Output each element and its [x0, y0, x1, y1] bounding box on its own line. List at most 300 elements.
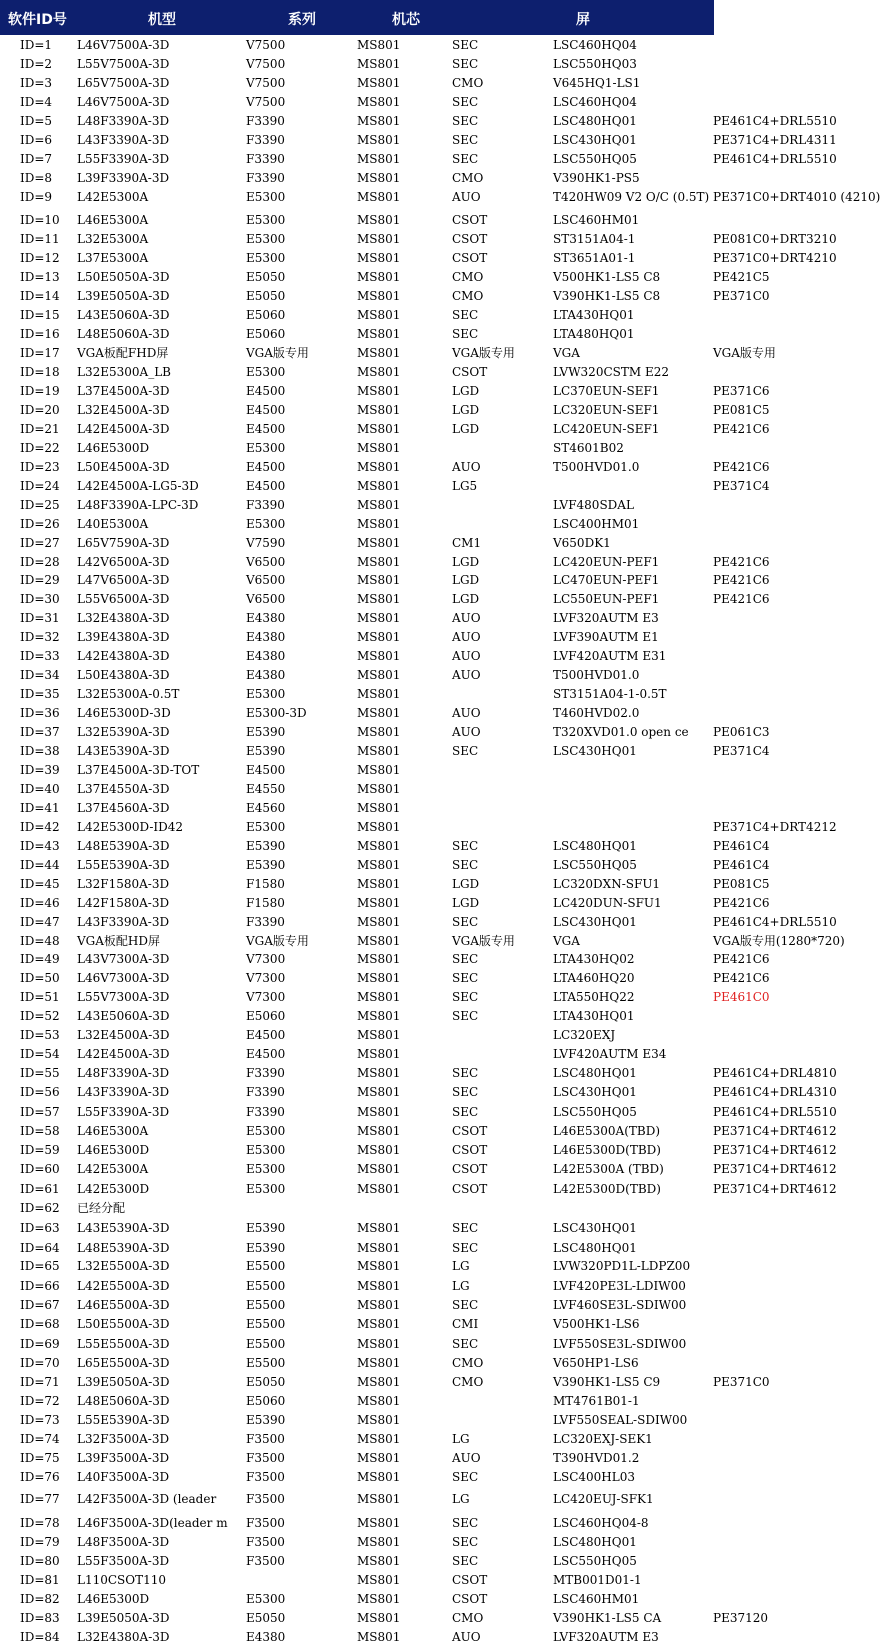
cell-model: L42E5500A-3D: [77, 1279, 170, 1294]
table-row: [0, 875, 892, 893]
cell-chip: MS801: [357, 1375, 401, 1390]
table-row: [0, 74, 892, 92]
header-id: 软件ID号: [8, 12, 67, 28]
cell-vendor: CSOT: [452, 1592, 488, 1607]
cell-panel: LSC430HQ01: [553, 1085, 637, 1100]
cell-id: ID=54: [20, 1047, 60, 1062]
table-row: [0, 344, 892, 362]
cell-series: E5500: [246, 1259, 286, 1274]
cell-model: L48E5390A-3D: [77, 838, 170, 853]
cell-panel: V650DK1: [553, 535, 611, 550]
cell-chip: MS801: [357, 592, 401, 607]
cell-series: V6500: [246, 554, 286, 569]
cell-model: L55E5390A-3D: [77, 1413, 170, 1428]
cell-panel: LTA430HQ01: [553, 308, 635, 323]
cell-id: ID=5: [20, 113, 53, 128]
cell-model: L55V6500A-3D: [77, 592, 170, 607]
cell-panel: L46E5300D(TBD): [553, 1142, 661, 1157]
table-row: [0, 894, 892, 912]
cell-id: ID=80: [20, 1554, 60, 1569]
cell-id: ID=84: [20, 1630, 60, 1644]
cell-vendor: CSOT: [452, 1573, 488, 1588]
cell-model: L39F3390A-3D: [77, 170, 170, 185]
table-row: [0, 1628, 892, 1646]
table-row: [0, 1315, 892, 1333]
cell-model: L65E5500A-3D: [77, 1356, 170, 1371]
cell-series: E5300: [246, 213, 286, 228]
cell-panel: LSC430HQ01: [553, 1220, 637, 1235]
cell-model: L43F3390A-3D: [77, 1085, 170, 1100]
cell-chip: MS801: [357, 1181, 401, 1196]
cell-board: PE371C4: [713, 478, 770, 493]
cell-board: PE081C0+DRT3210: [713, 232, 837, 247]
cell-model: L32E5390A-3D: [77, 725, 170, 740]
cell-chip: MS801: [357, 1009, 401, 1024]
cell-vendor: SEC: [452, 857, 479, 872]
cell-panel: LSC430HQ01: [553, 744, 637, 758]
cell-chip: MS801: [357, 630, 401, 645]
table-row: [0, 1571, 892, 1589]
cell-series: V7300: [246, 990, 286, 1005]
cell-chip: MS801: [357, 838, 401, 853]
table-row: [0, 1514, 892, 1532]
cell-series: F3390: [246, 914, 285, 929]
cell-id: ID=46: [20, 895, 60, 910]
cell-board: PE421C6: [713, 459, 770, 474]
table-row: [0, 534, 892, 552]
table-row: [0, 363, 892, 381]
cell-series: E4500: [246, 762, 286, 777]
cell-id: ID=6: [20, 132, 53, 147]
cell-id: ID=47: [20, 914, 60, 929]
cell-id: ID=25: [20, 497, 60, 512]
cell-model: L55F3500A-3D: [77, 1554, 170, 1569]
cell-panel: T500HVD01.0: [553, 668, 640, 683]
cell-model: L42E5300A: [77, 1161, 149, 1176]
cell-model: L42E5300D-ID42: [77, 819, 184, 834]
cell-id: ID=27: [20, 535, 60, 550]
cell-chip: MS801: [357, 1516, 401, 1531]
cell-chip: MS801: [357, 189, 401, 204]
table-row: [0, 112, 892, 130]
cell-model: L43E5390A-3D: [77, 1220, 170, 1235]
cell-vendor: LGD: [452, 383, 480, 398]
cell-id: ID=64: [20, 1240, 60, 1255]
cell-vendor: SEC: [452, 113, 479, 128]
table-row: [0, 515, 892, 533]
cell-model: L55E5390A-3D: [77, 857, 170, 872]
cell-id: ID=65: [20, 1259, 60, 1274]
cell-series: E5050: [246, 1611, 286, 1626]
cell-chip: MS801: [357, 1298, 401, 1313]
cell-panel: V390HK1-LS5 C9: [553, 1375, 661, 1390]
cell-chip: MS801: [357, 1085, 401, 1100]
cell-board: PE461C4+DRL5510: [713, 113, 837, 128]
cell-board: PE371C0: [713, 1375, 770, 1390]
cell-id: ID=66: [20, 1279, 60, 1294]
cell-id: ID=60: [20, 1161, 60, 1176]
cell-series: E5500: [246, 1317, 286, 1332]
cell-series: V7300: [246, 952, 286, 967]
table-row: [0, 1552, 892, 1570]
cell-vendor: LGD: [452, 876, 480, 891]
table-row: [0, 780, 892, 798]
cell-series: E4380: [246, 649, 286, 664]
table-row: [0, 496, 892, 514]
cell-vendor: LGD: [452, 421, 480, 436]
cell-id: ID=70: [20, 1356, 60, 1371]
cell-vendor: AUO: [452, 649, 481, 664]
cell-series: V7300: [246, 971, 286, 986]
cell-id: ID=3: [20, 75, 53, 90]
cell-panel: ST3151A04-1-0.5T: [553, 687, 667, 702]
table-row: [0, 55, 892, 73]
cell-chip: MS801: [357, 1535, 401, 1550]
table-row: [0, 1122, 892, 1140]
cell-series: F3500: [246, 1432, 285, 1447]
cell-id: ID=38: [20, 744, 60, 758]
cell-model: L40E5300A: [77, 516, 149, 531]
cell-chip: MS801: [357, 876, 401, 891]
table-row: [0, 742, 892, 760]
cell-panel: LSC550HQ05: [553, 857, 637, 872]
cell-model: L50E5050A-3D: [77, 270, 170, 285]
cell-chip: MS801: [357, 1066, 401, 1081]
cell-board: PE421C6: [713, 554, 770, 569]
cell-chip: MS801: [357, 459, 401, 474]
cell-chip: MS801: [357, 365, 401, 380]
cell-series: E4500: [246, 459, 286, 474]
cell-id: ID=72: [20, 1394, 60, 1409]
cell-board: PE461C4+DRL5510: [713, 914, 837, 929]
cell-series: E5500: [246, 1298, 286, 1313]
cell-chip: MS801: [357, 1337, 401, 1352]
cell-model: L46F3500A-3D(leader m: [77, 1516, 228, 1531]
cell-series: V7500: [246, 56, 286, 71]
cell-series: E4560: [246, 800, 286, 815]
cell-chip: MS801: [357, 1492, 401, 1507]
cell-series: F3390: [246, 170, 285, 185]
cell-model: L55F3390A-3D: [77, 151, 170, 166]
cell-board: PE461C4+DRL4310: [713, 1085, 837, 1100]
cell-chip: MS801: [357, 232, 401, 247]
table-row: [0, 1609, 892, 1627]
cell-chip: MS801: [357, 554, 401, 569]
cell-series: E5300: [246, 1181, 286, 1196]
cell-series: F3390: [246, 1104, 285, 1119]
table-row: [0, 1449, 892, 1467]
table-row: [0, 818, 892, 836]
cell-series: V6500: [246, 573, 286, 588]
cell-model: L37E4500A-3D: [77, 383, 170, 398]
cell-board: PE371C4+DRT4212: [713, 819, 837, 834]
cell-model: L55F3390A-3D: [77, 1104, 170, 1119]
cell-series: V7500: [246, 94, 286, 109]
table-row: [0, 553, 892, 571]
cell-series: V6500: [246, 592, 286, 607]
cell-vendor: SEC: [452, 1298, 479, 1313]
cell-id: ID=17: [20, 346, 60, 361]
cell-panel: LSC430HQ01: [553, 132, 637, 147]
cell-panel: LVF420AUTM E34: [553, 1047, 667, 1062]
cell-panel: LC470EUN-PEF1: [553, 573, 660, 588]
cell-vendor: AUO: [452, 725, 481, 740]
cell-series: F3390: [246, 132, 285, 147]
cell-id: ID=12: [20, 251, 60, 266]
table-row: [0, 1026, 892, 1044]
cell-series: E5050: [246, 270, 286, 285]
cell-vendor: CSOT: [452, 1142, 488, 1157]
table-row: [0, 1277, 892, 1295]
cell-series: F3500: [246, 1554, 285, 1569]
cell-board: PE371C4+DRT4612: [713, 1142, 837, 1157]
cell-series: E5300: [246, 819, 286, 834]
cell-id: ID=63: [20, 1220, 60, 1235]
cell-series: E5300: [246, 365, 286, 380]
cell-chip: MS801: [357, 1028, 401, 1043]
cell-vendor: AUO: [452, 611, 481, 626]
cell-panel: T460HVD02.0: [553, 706, 640, 721]
cell-vendor: LG: [452, 1259, 470, 1274]
cell-model: L48F3390A-3D: [77, 1066, 170, 1081]
cell-id: ID=39: [20, 762, 60, 777]
table-row: [0, 761, 892, 779]
cell-id: ID=15: [20, 308, 60, 323]
cell-chip: MS801: [357, 1573, 401, 1588]
cell-panel: V500HK1-LS5 C8: [553, 270, 661, 285]
cell-series: E4500: [246, 383, 286, 398]
cell-series: F3390: [246, 1085, 285, 1100]
table-row: [0, 1219, 892, 1237]
cell-vendor: CM1: [452, 535, 482, 550]
cell-id: ID=18: [20, 365, 60, 380]
cell-board: PE421C5: [713, 270, 770, 285]
cell-panel: LC420EUJ-SFK1: [553, 1492, 654, 1507]
cell-board: VGA版专用: [713, 346, 776, 361]
table-row: [0, 382, 892, 400]
cell-model: L32F3500A-3D: [77, 1432, 170, 1447]
cell-series: E4500: [246, 1047, 286, 1062]
cell-panel: T320XVD01.0 open ce: [553, 725, 689, 740]
cell-panel: VGA: [553, 933, 580, 948]
cell-model: L48E5390A-3D: [77, 1240, 170, 1255]
table-row: [0, 188, 892, 206]
cell-vendor: SEC: [452, 1470, 479, 1485]
cell-board: PE461C4+DRL5510: [713, 1104, 837, 1119]
cell-id: ID=62: [20, 1200, 60, 1215]
cell-series: F3390: [246, 151, 285, 166]
cell-panel: ST4601B02: [553, 440, 624, 455]
cell-vendor: SEC: [452, 308, 479, 323]
cell-vendor: AUO: [452, 1630, 481, 1644]
header-model: 机型: [148, 12, 176, 28]
cell-panel: LSC430HQ01: [553, 914, 637, 929]
cell-model: L48F3390A-LPC-3D: [77, 497, 199, 512]
cell-series: VGA版专用: [246, 346, 309, 361]
cell-panel: LC550EUN-PEF1: [553, 592, 660, 607]
cell-model: L43E5390A-3D: [77, 744, 170, 758]
cell-panel: LTA550HQ22: [553, 990, 635, 1005]
cell-id: ID=68: [20, 1317, 60, 1332]
cell-panel: LSC480HQ01: [553, 113, 637, 128]
table-row: [0, 1257, 892, 1275]
cell-model: L65V7590A-3D: [77, 535, 170, 550]
cell-panel: MT4761B01-1: [553, 1394, 640, 1409]
cell-id: ID=78: [20, 1516, 60, 1531]
cell-chip: MS801: [357, 440, 401, 455]
cell-vendor: SEC: [452, 1085, 479, 1100]
table-row: [0, 150, 892, 168]
cell-model: L46E5300A: [77, 1123, 149, 1138]
cell-model: L50E4380A-3D: [77, 668, 170, 683]
cell-id: ID=7: [20, 151, 53, 166]
cell-series: E5390: [246, 1240, 286, 1255]
cell-id: ID=33: [20, 649, 60, 664]
table-row: [0, 1533, 892, 1551]
cell-series: F3390: [246, 497, 285, 512]
cell-chip: MS801: [357, 573, 401, 588]
cell-series: V7500: [246, 75, 286, 90]
cell-vendor: VGA版专用: [452, 933, 515, 948]
cell-panel: L42E5300D(TBD): [553, 1181, 661, 1196]
cell-chip: MS801: [357, 270, 401, 285]
cell-series: E5050: [246, 289, 286, 304]
cell-model: L46V7500A-3D: [77, 38, 170, 52]
cell-chip: MS801: [357, 611, 401, 626]
cell-board: PE371C0+DRT4210: [713, 251, 837, 266]
cell-series: V7590: [246, 535, 286, 550]
cell-vendor: SEC: [452, 327, 479, 342]
cell-model: L39E4380A-3D: [77, 630, 170, 645]
cell-board: PE371C4+DRT4612: [713, 1181, 837, 1196]
cell-vendor: LG: [452, 1432, 470, 1447]
cell-chip: MS801: [357, 706, 401, 721]
cell-id: ID=61: [20, 1181, 60, 1196]
cell-chip: MS801: [357, 1432, 401, 1447]
cell-id: ID=16: [20, 327, 60, 342]
cell-id: ID=67: [20, 1298, 60, 1313]
cell-board: PE461C4: [713, 838, 770, 853]
cell-model: L46V7500A-3D: [77, 94, 170, 109]
cell-vendor: SEC: [452, 838, 479, 853]
cell-panel: LC420DUN-SFU1: [553, 895, 662, 910]
cell-panel: LVW320PD1L-LDPZ00: [553, 1259, 691, 1274]
cell-panel: L46E5300A(TBD): [553, 1123, 661, 1138]
cell-series: E4550: [246, 781, 286, 796]
cell-chip: MS801: [357, 38, 401, 52]
cell-vendor: LGD: [452, 554, 480, 569]
cell-id: ID=19: [20, 383, 60, 398]
cell-vendor: CMO: [452, 75, 484, 90]
cell-panel: LVF420PE3L-LDIW00: [553, 1279, 686, 1294]
cell-vendor: CMO: [452, 1356, 484, 1371]
header-series: 系列: [288, 12, 316, 28]
cell-series: E4380: [246, 1630, 286, 1644]
cell-series: E5300: [246, 1161, 286, 1176]
cell-model: L55V7300A-3D: [77, 990, 170, 1005]
cell-id: ID=1: [20, 38, 53, 52]
cell-chip: MS801: [357, 213, 401, 228]
cell-model: L32E4380A-3D: [77, 1630, 170, 1644]
cell-vendor: SEC: [452, 151, 479, 166]
cell-chip: MS801: [357, 933, 401, 948]
cell-id: ID=9: [20, 189, 53, 204]
cell-id: ID=50: [20, 971, 60, 986]
cell-id: ID=32: [20, 630, 60, 645]
cell-model: L46E5300A: [77, 213, 149, 228]
cell-model: L43F3390A-3D: [77, 914, 170, 929]
cell-chip: MS801: [357, 800, 401, 815]
cell-model: L42V6500A-3D: [77, 554, 170, 569]
cell-vendor: CMO: [452, 1611, 484, 1626]
cell-board: PE371C4: [713, 744, 770, 758]
cell-model: L42E4500A-LG5-3D: [77, 478, 199, 493]
table-row: [0, 913, 892, 931]
cell-id: ID=55: [20, 1066, 60, 1081]
cell-panel: LSC400HL03: [553, 1470, 635, 1485]
cell-panel: V650HP1-LS6: [553, 1356, 639, 1371]
table-row: [0, 666, 892, 684]
cell-vendor: LG: [452, 1492, 470, 1507]
table-row: [0, 1373, 892, 1391]
table-row: [0, 1239, 892, 1257]
cell-vendor: LGD: [452, 592, 480, 607]
cell-id: ID=53: [20, 1028, 60, 1043]
cell-model: L55E5500A-3D: [77, 1337, 170, 1352]
cell-vendor: SEC: [452, 914, 479, 929]
cell-panel: T500HVD01.0: [553, 459, 640, 474]
table-row: [0, 306, 892, 324]
cell-series: E5300: [246, 1592, 286, 1607]
table-row: [0, 1045, 892, 1063]
cell-panel: ST3151A04-1: [553, 232, 636, 247]
cell-id: ID=49: [20, 952, 60, 967]
cell-vendor: LGD: [452, 895, 480, 910]
table-row: [0, 477, 892, 495]
table-row: [0, 1160, 892, 1178]
cell-panel: LC420EUN-PEF1: [553, 554, 660, 569]
cell-chip: MS801: [357, 535, 401, 550]
cell-panel: V390HK1-LS5 C8: [553, 289, 661, 304]
cell-chip: MS801: [357, 327, 401, 342]
cell-id: ID=81: [20, 1573, 60, 1588]
cell-series: E4500: [246, 1028, 286, 1043]
cell-model: L46E5300D: [77, 440, 150, 455]
cell-board: PE461C4+DRL4810: [713, 1066, 837, 1081]
table-row: [0, 169, 892, 187]
cell-series: E4380: [246, 630, 286, 645]
table-row: [0, 856, 892, 874]
cell-series: E4500: [246, 421, 286, 436]
cell-panel: LSC550HQ05: [553, 151, 637, 166]
cell-id: ID=21: [20, 421, 60, 436]
table-row: [0, 420, 892, 438]
cell-vendor: CSOT: [452, 365, 488, 380]
cell-model: L37E4560A-3D: [77, 800, 170, 815]
cell-id: ID=71: [20, 1375, 60, 1390]
cell-id: ID=13: [20, 270, 60, 285]
table-row: [0, 628, 892, 646]
table-row: [0, 325, 892, 343]
cell-id: ID=74: [20, 1432, 60, 1447]
cell-id: ID=59: [20, 1142, 60, 1157]
cell-board: PE421C6: [713, 573, 770, 588]
cell-id: ID=69: [20, 1337, 60, 1352]
cell-panel: LSC480HQ01: [553, 838, 637, 853]
cell-vendor: VGA版专用: [452, 346, 515, 361]
cell-id: ID=36: [20, 706, 60, 721]
cell-id: ID=82: [20, 1592, 60, 1607]
